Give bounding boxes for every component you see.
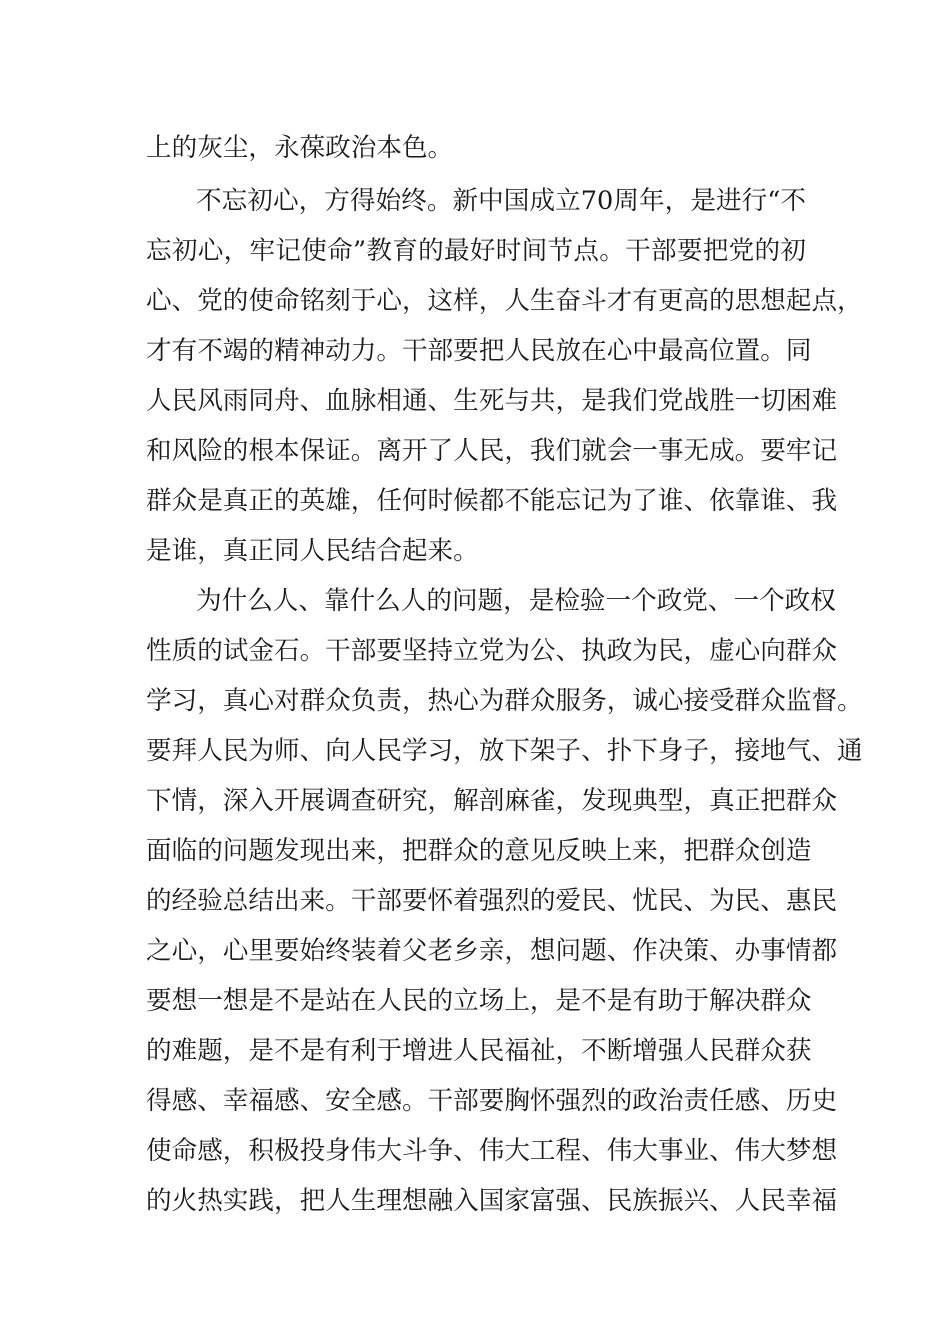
text-line: 下情，深入开展调查研究，解剖麻雀，发现典型，真正把群众 — [146, 786, 838, 816]
text-line: 上的灰尘，永葆政治本色。 — [146, 133, 454, 163]
text-line: 人民风雨同舟、血脉相通、生死与共，是我们党战胜一切困难 — [146, 386, 838, 416]
text-line: 和风险的根本保证。离开了人民，我们就会一事无成。要牢记 — [146, 436, 838, 466]
text-line: 是谁，真正同人民结合起来。 — [146, 536, 479, 566]
text-line: 得感、幸福感、安全感。干部要胸怀强烈的政治责任感、历史 — [146, 1086, 838, 1116]
text-line: 要想一想是不是站在人民的立场上，是不是有助于解决群众 — [146, 986, 812, 1016]
text-line: 才有不竭的精神动力。干部要把人民放在心中最高位置。同 — [146, 336, 812, 366]
text-line: 忘初心，牢记使命”教育的最好时间节点。干部要把党的初 — [146, 236, 806, 266]
text-line: 群众是真正的英雄，任何时候都不能忘记为了谁、依靠谁、我 — [146, 486, 838, 516]
text-line: 性质的试金石。干部要坚持立党为公、执政为民，虚心向群众 — [146, 636, 838, 666]
text-line: 面临的问题发现出来，把群众的意见反映上来，把群众创造 — [146, 836, 812, 866]
text-line: 要拜人民为师、向人民学习，放下架子、扑下身子，接地气、通 — [146, 736, 863, 766]
text-line: 使命感，积极投身伟大斗争、伟大工程、伟大事业、伟大梦想 — [146, 1136, 838, 1166]
paragraph-first-line: 为什么人、靠什么人的问题，是检验一个政党、一个政权 — [196, 586, 836, 616]
text-line: 的难题，是不是有利于增进人民福祉，不断增强人民群众获 — [146, 1036, 812, 1066]
text-line: 学习，真心对群众负责，热心为群众服务，诚心接受群众监督。 — [146, 686, 863, 716]
text-line: 心、党的使命铭刻于心，这样，人生奋斗才有更高的思想起点， — [146, 286, 863, 316]
text-line: 的火热实践，把人生理想融入国家富强、民族振兴、人民幸福 — [146, 1186, 838, 1216]
text-line: 之心，心里要始终装着父老乡亲，想问题、作决策、办事情都 — [146, 936, 838, 966]
paragraph-first-line: 不忘初心，方得始终。新中国成立70周年，是进行“不 — [196, 186, 806, 216]
text-line: 的经验总结出来。干部要怀着强烈的爱民、忧民、为民、惠民 — [146, 886, 838, 916]
